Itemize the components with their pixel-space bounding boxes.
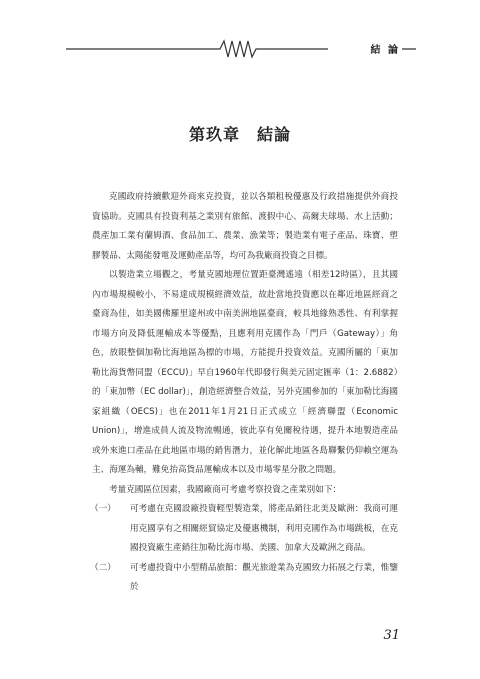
paragraph: 克國政府持續歡迎外商來克投資，並以各類租稅優惠及行政措施提供外商投資協助。克國具有投資利基之業別有旅館、渡假中心、高爾夫球場、水上活動；農產加工業有蘭姆酒、食品加工、農業、漁業等；製造業有電子產品、珠寶、塑膠製品、太陽能發電及運動產品等，均可為我廠商投資之目標。 [92, 192, 398, 261]
list-number: （一） [90, 504, 116, 514]
list-number: （二） [90, 562, 116, 573]
paragraph: 以製造業立場觀之，考量克國地理位置距臺灣遙遠（相差12時區），且其國內市場規模較小，不易達成規模經濟效益，故赴當地投資應以在鄰近地區經商之臺商為佳，如美國佛羅里達州或中南美洲地區臺商，較具地緣熟悉性、有利掌握市場方向及降低運輸成本等優點，且應利用克國作為「門戶（Gateway）」角色，放眼整個加勒比海地區為標的市場，方能提升投資效益。克國所屬的「東加勒比海貨幣同盟（ECCU)」早自1960年代即發行與美元固定匯率（1：2.6882）的「東加幣（EC dollar)」，創造經濟整合效益，另外克國參加的「東加勒比海國家組織（OECS)」也在2011年1月21日正式成立「經濟聯盟（Economic Union)」，增進成員人流及物流暢通，彼此享有免關稅待遇，提升本地製造產品或外來進口產品在此地區市場的銷售潛力，並化解此地區各島聯繫仍仰賴空運為主、海運為輔，難免抬高貨品運輸成本以及市場零星分散之問題。 [92, 270, 398, 475]
page-number: 31 [383, 628, 400, 643]
list-item [92, 559, 398, 598]
list-text: 可考慮在克國設廠投資輕型製造業，將產品銷往北美及歐洲：我商可運用克國享有之相關經貿協定及優惠機制，利用克國作為市場跳板，在克國投資廠生產銷往加勒比海市場、美國、加拿大及歐洲之商品。 [130, 504, 398, 553]
body-text [92, 188, 398, 598]
running-header [66, 38, 416, 60]
header-label: 結 論 [370, 45, 400, 56]
investment-list [92, 500, 398, 598]
chapter-title: 第玖章 結論 [188, 125, 291, 144]
waveform-ornament [66, 38, 416, 60]
list-item [92, 500, 398, 559]
paragraph: 考量克國區位因素，我國廠商可考慮考察投資之產業別如下： [109, 484, 342, 495]
list-text: 可考慮投資中小型精品旅館：觀光旅遊業為克國致力拓展之行業，惟鑒於 [130, 562, 398, 592]
